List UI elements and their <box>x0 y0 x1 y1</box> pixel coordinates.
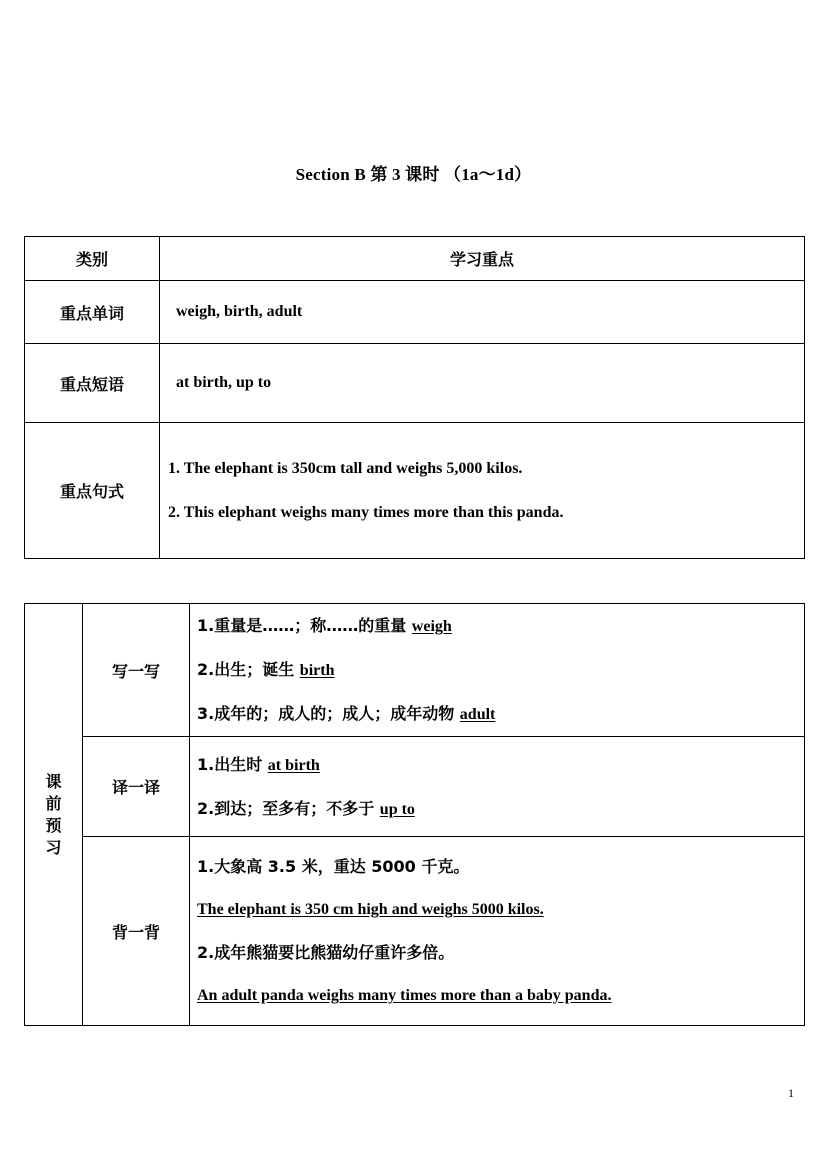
exercise-item: 2.到达；至多有；不多于 up to <box>197 798 415 818</box>
header-key-points: 学习重点 <box>160 237 805 281</box>
answer: weigh <box>411 618 452 635</box>
key-phrases-value: at birth, up to <box>160 344 805 423</box>
section-recite-cell <box>190 837 805 1026</box>
exercise-item: 1.出生时 at birth <box>197 754 320 774</box>
recite-answer: The elephant is 350 cm high and weighs 5000 kilos. <box>197 901 544 918</box>
exercise-item: 3.成年的；成人的；成人；成年动物 adult <box>197 704 496 723</box>
row-label-key-sentences: 重点句式 <box>25 423 160 559</box>
recite-answer: An adult panda weighs many times more than a baby panda. <box>197 987 612 1004</box>
section-label-write: 写一写 <box>83 604 190 737</box>
header-category: 类别 <box>25 237 160 281</box>
exercise-item: 1.重量是……；称……的重量 weigh <box>197 616 452 635</box>
recite-prompt: 1.大象高 3.5 米，重达 5000 千克。 <box>197 857 470 876</box>
answer: up to <box>379 800 415 818</box>
key-sentence: 1. The elephant is 350cm tall and weighs 5,000 kilos. <box>168 459 523 477</box>
key-words-value: weigh, birth, adult <box>160 281 805 344</box>
preview-table <box>24 603 805 1026</box>
side-label-preview: 课 前 预 习 <box>25 604 83 1026</box>
recite-prompt: 2.成年熊猫要比熊猫幼仔重许多倍。 <box>197 943 455 962</box>
section-label-recite: 背一背 <box>83 837 190 1026</box>
row-label-key-words: 重点单词 <box>25 281 160 344</box>
key-points-table <box>24 236 805 559</box>
answer: at birth <box>267 756 320 774</box>
answer: adult <box>459 706 496 723</box>
section-write-cell <box>190 604 805 737</box>
row-label-key-phrases: 重点短语 <box>25 344 160 423</box>
page-number: 1 <box>788 1086 794 1100</box>
section-label-translate: 译一译 <box>83 737 190 837</box>
answer: birth <box>299 662 335 679</box>
exercise-item: 2.出生；诞生 birth <box>197 660 335 679</box>
key-sentence: 2. This elephant weighs many times more than this panda. <box>168 503 564 521</box>
key-sentences-cell <box>160 423 805 559</box>
page-title: Section B 第 3 课时 （1a～1d） <box>295 165 532 184</box>
section-translate-cell <box>190 737 805 837</box>
